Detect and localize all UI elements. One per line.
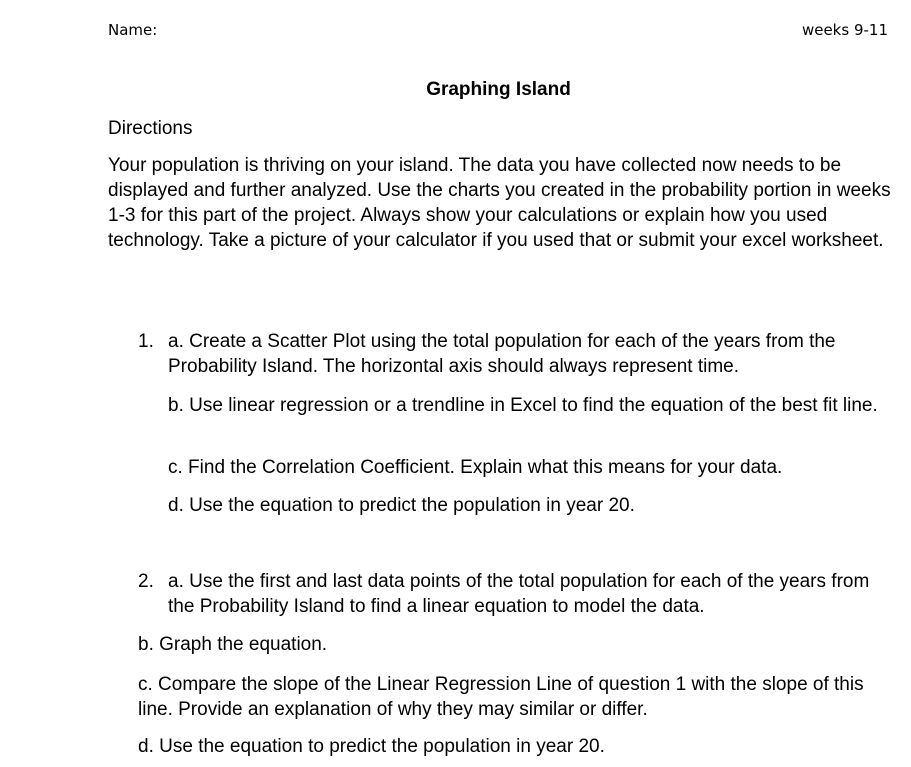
question-1b: b. Use linear regression or a trendline in Excel to find the equation of the best fit line. [168, 395, 878, 416]
question-2a: a. Use the first and last data points of the total population for each of the years from the Probability Island to find a linear equation to model the data. [168, 571, 870, 617]
question-2-number: 2. [138, 571, 154, 592]
document-title: Graphing Island [426, 79, 571, 100]
question-1-number: 1. [138, 331, 154, 352]
weeks-label: weeks 9-11 [801, 21, 888, 39]
question-2c: c. Compare the slope of the Linear Regression Line of question 1 with the slope of this line. Provide an explanation of why they may similar or differ. [138, 674, 864, 720]
question-1c: c. Find the Correlation Coefficient. Explain what this means for your data. [168, 457, 783, 478]
question-2d: d. Use the equation to predict the population in year 20. [138, 736, 605, 757]
question-1d: d. Use the equation to predict the population in year 20. [168, 495, 635, 516]
intro-paragraph: Your population is thriving on your island. The data you have collected now needs to be displayed and further analyzed. Use the charts you created in the probability portion in weeks 1-3 for this part of the project. Always show your calculations or explain how you used technology. Take a picture of your calculator if you used that or submit your excel worksheet. [108, 155, 891, 251]
directions-heading: Directions [108, 118, 193, 139]
question-1a: a. Create a Scatter Plot using the total population for each of the years from the Probability Island. The horizontal axis should always represent time. [168, 331, 836, 377]
name-label: Name: [108, 21, 158, 39]
question-2b: b. Graph the equation. [138, 634, 328, 655]
